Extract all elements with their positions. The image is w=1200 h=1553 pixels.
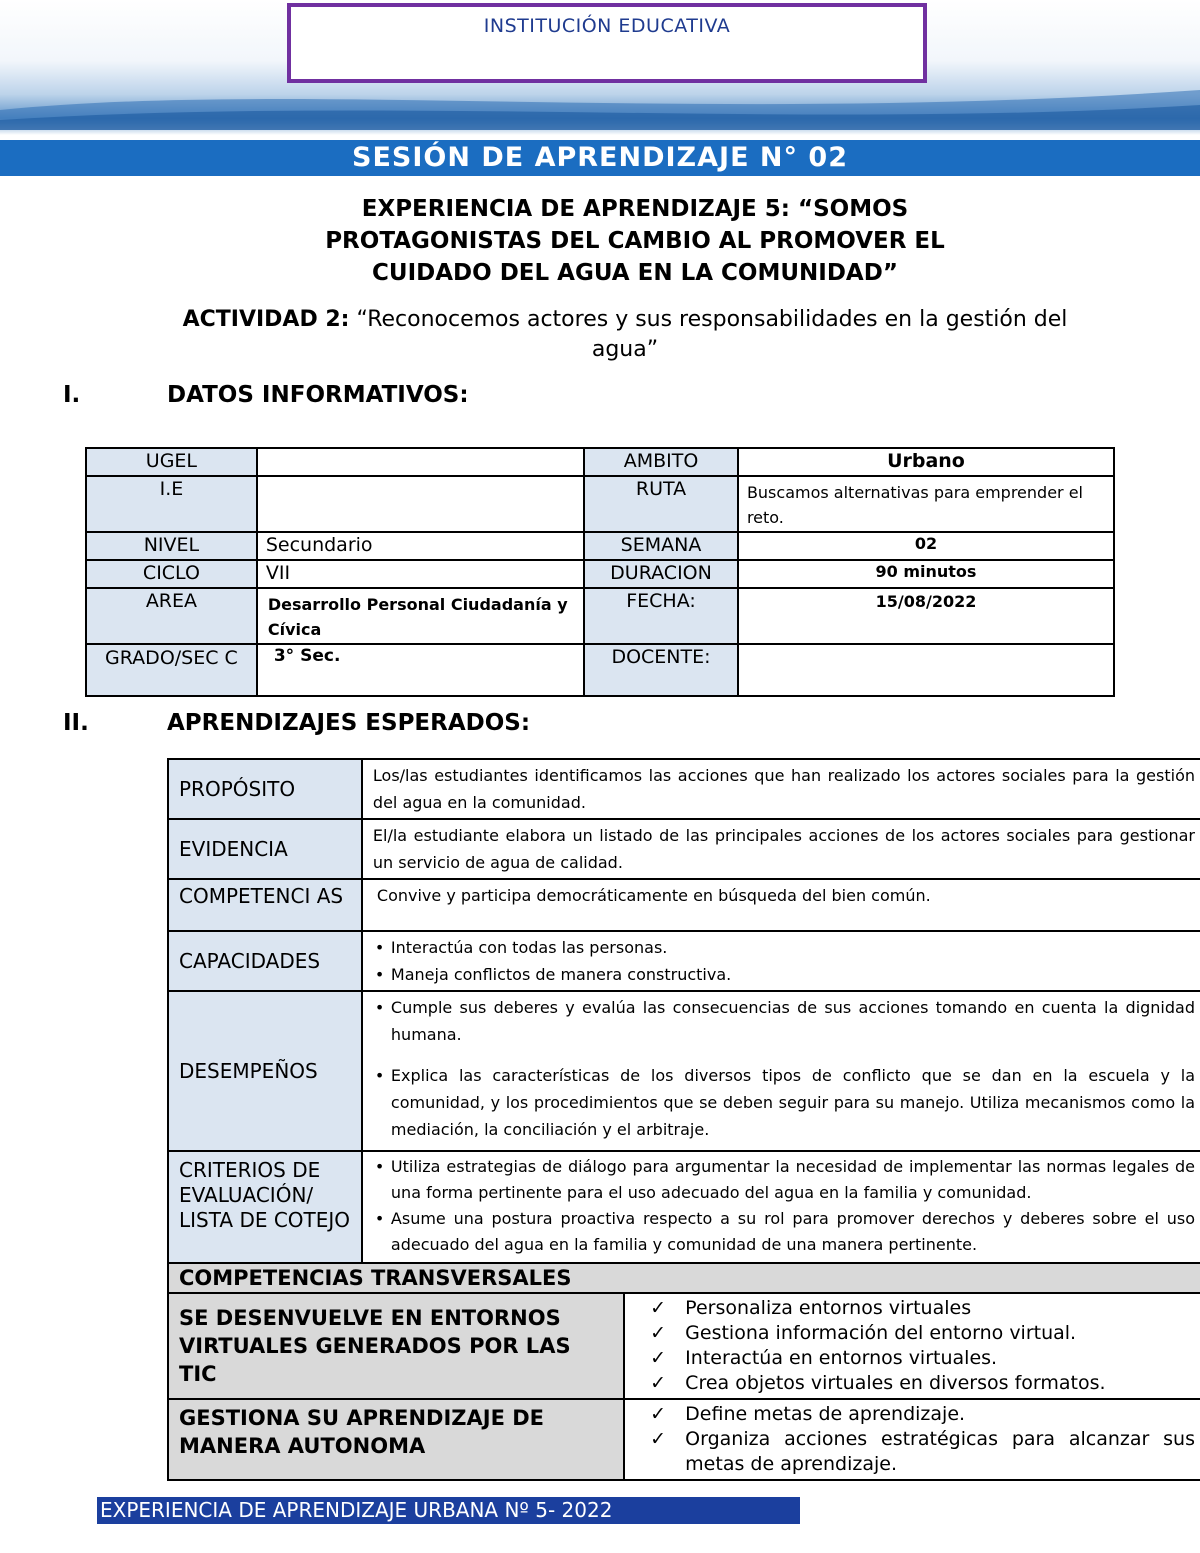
- proposito-label: PROPÓSITO: [168, 759, 362, 819]
- section-title: DATOS INFORMATIVOS:: [167, 382, 469, 408]
- criterios-list: [362, 1151, 1200, 1263]
- check-icon: ✓: [650, 1372, 667, 1394]
- list-item: ✓ Crea objetos virtuales en diversos formatos.: [650, 1372, 1106, 1394]
- list-item: ✓ Organiza acciones estratégicas para alcanzar sus metas de aprendizaje.: [650, 1428, 1195, 1475]
- ugel-label: UGEL: [86, 448, 257, 476]
- ruta-label: RUTA: [584, 476, 738, 532]
- list-item: • Interactúa con todas las personas.: [373, 934, 1195, 961]
- evidencia-text: El/la estudiante elabora un listado de las principales acciones de los actores sociales para gestionar un servicio de agua de calidad.: [362, 819, 1200, 879]
- competencias-text: Convive y participa democráticamente en búsqueda del bien común.: [362, 879, 1200, 931]
- list-item: • Utiliza estrategias de diálogo para argumentar la necesidad de implementar las normas legales de una forma pertinente para el uso adecuado del agua en la familia y comunidad.: [373, 1154, 1195, 1206]
- ugel-value: [257, 448, 584, 476]
- desempenos-label: DESEMPEÑOS: [168, 991, 362, 1151]
- institution-title: INSTITUCIÓN EDUCATIVA: [483, 15, 731, 37]
- evidencia-label: EVIDENCIA: [168, 819, 362, 879]
- experience-title-line: CUIDADO DEL AGUA EN LA COMUNIDAD”: [372, 260, 898, 286]
- list-item: • Asume una postura proactiva respecto a su rol para promover derechos y deberes sobre el uso adecuado del agua en la familia y comunidad de una manera pertinente.: [373, 1206, 1195, 1258]
- table-row: [86, 532, 1114, 560]
- table-row: [168, 759, 1200, 819]
- capacidades-label: CAPACIDADES: [168, 931, 362, 991]
- list-item: • Maneja conflictos de manera constructiva.: [373, 961, 1195, 988]
- tic-competence-label: SE DESENVUELVE EN ENTORNOS VIRTUALES GENERADOS POR LAS TIC: [168, 1293, 624, 1399]
- check-icon: ✓: [650, 1347, 667, 1369]
- section-number: I.: [63, 382, 81, 408]
- activity-text: “Reconocemos actores y sus responsabilidades en la gestión del agua”: [356, 307, 1068, 362]
- ie-label: I.E: [86, 476, 257, 532]
- capacidades-list: [362, 931, 1200, 991]
- nivel-value: Secundario: [257, 532, 584, 560]
- activity-line: [160, 305, 1090, 365]
- table-row: [86, 476, 1114, 532]
- list-item: • Explica las características de los diversos tipos de conflicto que se dan en la escuela y la comunidad, y los procedimientos que se deben seguir para su manejo. Utiliza mecanismos como la mediación, la conciliación y el arbitraje.: [373, 1062, 1195, 1143]
- check-icon: ✓: [650, 1297, 667, 1319]
- semana-label: SEMANA: [584, 532, 738, 560]
- table-row: [168, 1151, 1200, 1263]
- list-item: ✓ Gestiona información del entorno virtual.: [650, 1322, 1077, 1344]
- footer-bar: EXPERIENCIA DE APRENDIZAJE URBANA Nº 5- 2022: [97, 1497, 800, 1524]
- table-row: [86, 588, 1114, 644]
- list-item: ✓ Personaliza entornos virtuales: [650, 1297, 972, 1319]
- experience-title: [230, 193, 1040, 289]
- table-row: [168, 1399, 1200, 1480]
- list-item: • Cumple sus deberes y evalúa las consecuencias de sus acciones tomando en cuenta la dignidad humana.: [373, 994, 1195, 1048]
- criterios-label: CRITERIOS DE EVALUACIÓN/ LISTA DE COTEJO: [168, 1151, 362, 1263]
- table-row: [86, 644, 1114, 696]
- duracion-label: DURACION: [584, 560, 738, 588]
- table-row: [168, 879, 1200, 931]
- ie-value: [257, 476, 584, 532]
- table-row: [86, 448, 1114, 476]
- duracion-value: 90 minutos: [738, 560, 1114, 588]
- ruta-value: Buscamos alternativas para emprender el reto.: [738, 476, 1114, 532]
- activity-label: ACTIVIDAD 2:: [182, 307, 350, 332]
- tic-checklist: [624, 1293, 1200, 1399]
- ambito-label: AMBITO: [584, 448, 738, 476]
- nivel-label: NIVEL: [86, 532, 257, 560]
- proposito-text: Los/las estudiantes identificamos las acciones que han realizado los actores sociales para la gestión del agua en la comunidad.: [362, 759, 1200, 819]
- table-row: [168, 991, 1200, 1151]
- aprendizajes-table: [167, 758, 1200, 1481]
- section-number: II.: [63, 710, 89, 736]
- list-item: ✓ Define metas de aprendizaje.: [650, 1403, 966, 1425]
- desempenos-list: [362, 991, 1200, 1151]
- table-row: [168, 1293, 1200, 1399]
- autonoma-competence-label: GESTIONA SU APRENDIZAJE DE MANERA AUTONOMA: [168, 1399, 624, 1480]
- grado-value: 3° Sec.: [257, 644, 584, 696]
- grado-label: GRADO/SEC C: [86, 644, 257, 696]
- experience-title-line: EXPERIENCIA DE APRENDIZAJE 5: “SOMOS: [361, 196, 909, 222]
- list-item: ✓ Interactúa en entornos virtuales.: [650, 1347, 998, 1369]
- ciclo-label: CICLO: [86, 560, 257, 588]
- autonoma-checklist: [624, 1399, 1200, 1480]
- table-row: [86, 560, 1114, 588]
- ciclo-value: VII: [257, 560, 584, 588]
- check-icon: ✓: [650, 1322, 667, 1344]
- semana-value: 02: [738, 532, 1114, 560]
- ambito-value: Urbano: [738, 448, 1114, 476]
- docente-value: [738, 644, 1114, 696]
- transversales-header: COMPETENCIAS TRANSVERSALES: [168, 1263, 1200, 1293]
- experience-title-line: PROTAGONISTAS DEL CAMBIO AL PROMOVER EL: [325, 228, 945, 254]
- table-row: [168, 931, 1200, 991]
- fecha-value: 15/08/2022: [738, 588, 1114, 644]
- institution-box: [287, 3, 927, 83]
- section-title: APRENDIZAJES ESPERADOS:: [167, 710, 531, 736]
- area-label: AREA: [86, 588, 257, 644]
- check-icon: ✓: [650, 1403, 667, 1425]
- table-row: [168, 1263, 1200, 1293]
- table-row: [168, 819, 1200, 879]
- session-title: SESIÓN DE APRENDIZAJE N° 02: [0, 140, 1200, 176]
- docente-label: DOCENTE:: [584, 644, 738, 696]
- competencias-label: COMPETENCI AS: [168, 879, 362, 931]
- area-value: Desarrollo Personal Ciudadanía y Cívica: [257, 588, 584, 644]
- check-icon: ✓: [650, 1428, 667, 1450]
- datos-informativos-table: [85, 447, 1115, 697]
- fecha-label: FECHA:: [584, 588, 738, 644]
